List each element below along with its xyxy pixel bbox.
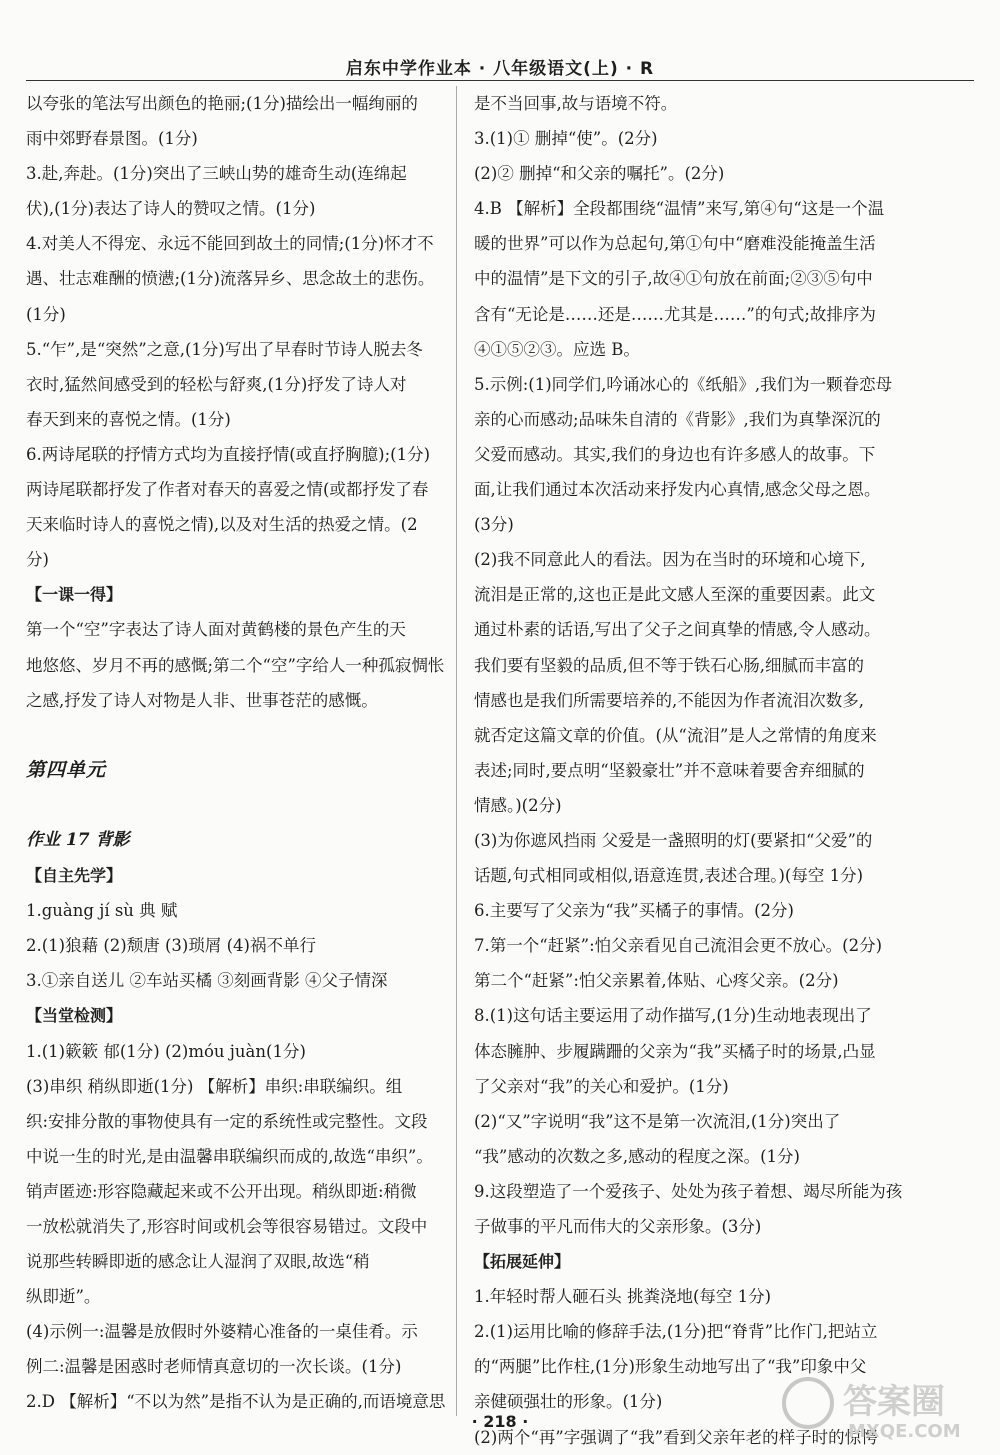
text-line: 第二个“赶紧”:怕父亲累着,体贴、心疼父亲。(2分) [474,971,839,991]
text-line: 纵即逝”。 [26,1287,101,1307]
text-line: 的“两腿”比作柱,(1分)形象生动地写出了“我”印象中父 [474,1357,867,1377]
text-line: 之感,抒发了诗人对物是人非、世事苍茫的感慨。 [26,690,378,710]
text-line: 7.第一个“赶紧”:怕父亲看见自己流泪会更不放心。(2分) [474,936,883,956]
text-line: 例二:温馨是困惑时老师情真意切的一次长谈。(1分) [26,1357,402,1377]
watermark-logo [768,1373,988,1443]
text-line: 父爱而感动。其实,我们的身边也有许多感人的故事。下 [474,444,876,464]
text-line: 一放松就消失了,形容时间或机会等很容易错过。文段中 [26,1217,428,1236]
text-line: 以夸张的笔法写出颜色的艳丽;(1分)描绘出一幅绚丽的 [26,94,418,113]
watermark-text: 答案圈 [843,1382,945,1422]
text-line: 中说一生的时光,是由温馨串联编织而成的,故选“串织”。 [26,1146,433,1166]
text-line: 3.①亲自送儿 ②车站买橘 ③刻画背影 ④父子情深 [26,971,388,991]
text-line: 4.对美人不得宠、永远不能回到故土的同情;(1分)怀才不 [26,234,434,254]
text-line [26,718,466,753]
text-line: (1分) [26,304,66,324]
text-line: 情感。)(2分) [474,795,562,815]
text-line: 亲健硕强壮的形象。(1分) [474,1392,663,1412]
text-line: 亲的心而感动;品味朱自清的《背影》,我们为真挚深沉的 [474,409,881,429]
text-line: 2.D 【解析】“不以为然”是指不认为是正确的,而语境意思 [26,1392,446,1412]
text-line: 织:安排分散的事物使具有一定的系统性或完整性。文段 [26,1111,428,1131]
text-line: 是不当回事,故与语境不符。 [474,94,678,113]
text-line: “我”感动的次数之多,感动的程度之深。(1分) [474,1146,800,1166]
text-line: 分) [26,550,49,570]
text-line: 了父亲对“我”的关心和爱护。(1分) [474,1076,729,1096]
text-line: 6.主要写了父亲为“我”买橘子的事情。(2分) [474,901,794,921]
text-line: 3.(1)① 删掉“使”。(2分) [474,129,658,149]
section-heading: 【一课一得】 [26,585,123,605]
text-line: 表述;同时,要点明“坚毅豪壮”并不意味着要舍弃细腻的 [474,760,865,780]
text-line: 含有“无论是……还是……尤其是……”的句式;故排序为 [474,304,876,324]
text-line: 面,让我们通过本次活动来抒发内心真情,感念父母之恩。 [474,480,881,500]
text-line: 2.(1)狼藉 (2)颓唐 (3)琐屑 (4)祸不单行 [26,936,316,956]
text-line: (4)示例一:温馨是放假时外婆精心准备的一桌佳肴。示 [26,1322,418,1342]
text-line: 4.B 【解析】全段都围绕“温情”来写,第④句“这是一个温 [474,199,885,219]
text-line [26,788,466,823]
text-line: 8.(1)这句话主要运用了动作描写,(1分)生动地表现出了 [474,1006,872,1026]
text-line: ④①⑤②③。应选 B。 [474,339,640,359]
text-line: 体态臃肿、步履蹒跚的父亲为“我”买橘子时的场景,凸显 [474,1041,876,1061]
text-line: 就否定这篇文章的价值。(从“流泪”是人之常情的角度来 [474,725,877,745]
text-line: (2)我不同意此人的看法。因为在当时的环境和心境下, [474,550,866,570]
page-header: 启东中学作业本 · 八年级语文(上) · R [345,59,655,79]
text-line: (2)“又”字说明“我”这不是第一次流泪,(1分)突出了 [474,1111,841,1131]
text-line: 3.赴,奔赴。(1分)突出了三峡山势的雄奇生动(连绵起 [26,164,407,184]
text-line: 遇、壮志难酬的愤懑;(1分)流落异乡、思念故土的悲伤。 [26,269,435,289]
section-heading: 【自主先学】 [26,866,123,886]
text-line: (2)② 删掉“和父亲的嘱托”。(2分) [474,164,725,184]
section-heading: 【当堂检测】 [26,1006,123,1026]
text-line: (3)串织 稍纵即逝(1分) 【解析】串织:串联编织。组 [26,1076,403,1096]
text-line: 说那些转瞬即逝的感念让人湿润了双眼,故选“稍 [26,1252,370,1272]
text-line: 子做事的平凡而伟大的父亲形象。(3分) [474,1217,762,1236]
text-line: (3分) [474,515,514,535]
text-line: 5.示例:(1)同学们,吟诵冰心的《纸船》,我们为一颗眷恋母 [474,374,893,394]
text-line: 销声匿迹:形容隐藏起来或不公开出现。稍纵即逝:稍微 [26,1181,417,1201]
text-line: 我们要有坚毅的品质,但不等于铁石心肠,细腻而丰富的 [474,655,864,675]
text-line: (3)为你遮风挡雨 父爱是一盏照明的灯(要紧扣“父爱”的 [474,830,873,850]
text-line: 暖的世界”可以作为总起句,第①句中“磨难没能掩盖生活 [474,234,876,254]
text-line: 中的温情”是下文的引子,故④①句放在前面;②③⑤句中 [474,269,873,289]
text-line: 雨中郊野春景图。(1分) [26,129,198,149]
text-line: 春天到来的喜悦之情。(1分) [26,409,231,429]
page-number: · 218 · [471,1412,529,1431]
text-line: 第一个“空”字表达了诗人面对黄鹤楼的景色产生的天 [26,620,406,640]
watermark-sub: MXQE.COM [848,1421,961,1442]
text-line: 衣时,猛然间感受到的轻松与舒爽,(1分)抒发了诗人对 [26,374,407,394]
text-line: 1.guàng jí sù 典 赋 [26,901,178,921]
text-line: 伏),(1分)表达了诗人的赞叹之情。(1分) [26,199,316,219]
text-line: 话题,句式相同或相似,语意连贯,表述合理。)(每空 1分) [474,866,864,886]
text-line: 地悠悠、岁月不再的感慨;第二个“空”字给人一种孤寂惆怅 [26,655,445,675]
header-rule [26,80,974,81]
left-column [26,86,466,1420]
right-column [474,86,922,1455]
text-line: 两诗尾联都抒发了作者对春天的喜爱之情(或都抒发了春 [26,480,429,500]
watermark-ring-icon [784,1379,832,1427]
text-line: 5.“乍”,是“突然”之意,(1分)写出了早春时节诗人脱去冬 [26,339,423,359]
text-line: 6.两诗尾联的抒情方式均为直接抒情(或直抒胸臆);(1分) [26,444,431,464]
text-line: 9.这段塑造了一个爱孩子、处处为孩子着想、竭尽所能为孩 [474,1181,903,1201]
unit-heading: 第四单元 [26,758,107,781]
text-line: 1.年轻时帮人砸石头 挑粪浇地(每空 1分) [474,1287,772,1307]
text-line: (2)两个“再”字强调了“我”看到父亲年老的样子时的惊愕 [474,1427,878,1447]
section-heading: 【拓展延伸】 [474,1252,571,1272]
text-line: 天来临时诗人的喜悦之情),以及对生活的热爱之情。(2 [26,515,418,535]
text-line: 1.(1)簌簌 郁(1分) (2)móu juàn(1分) [26,1041,306,1061]
text-line: 2.(1)运用比喻的修辞手法,(1分)把“脊背”比作门,把站立 [474,1322,878,1342]
text-line: 流泪是正常的,这也正是此文感人至深的重要因素。此文 [474,585,876,605]
text-line: 情感也是我们所需要培养的,不能因为作者流泪次数多, [474,690,864,710]
homework-heading: 作业 17 背影 [26,829,130,850]
text-line: 通过朴素的话语,写出了父子之间真挚的情感,令人感动。 [474,620,881,640]
